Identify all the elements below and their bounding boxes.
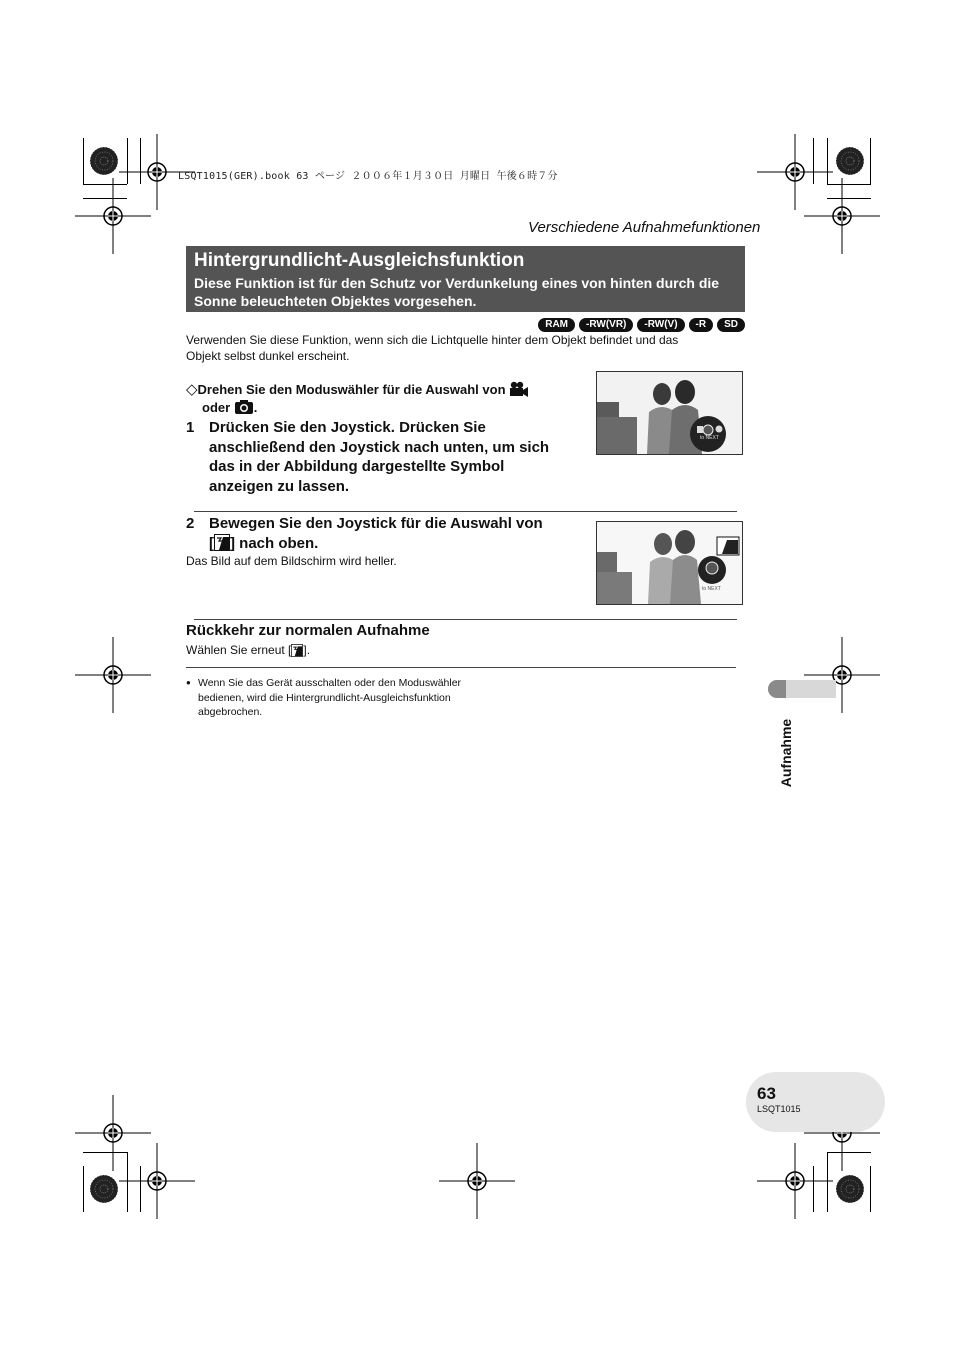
- badge-ram: RAM: [538, 318, 575, 332]
- print-header: LSQT1015(GER).book 63 ページ ２００６年１月３０日 月曜日 午後６時７分: [178, 171, 558, 182]
- screen-1-label: to NEXT: [700, 435, 719, 441]
- step-2-text-before: Bewegen Sie den Joystick für die Auswahl von: [209, 515, 543, 532]
- diamond-icon: ◇: [186, 381, 198, 398]
- return-text-after: ].: [303, 643, 311, 657]
- page-subtitle: Diese Funktion ist für den Schutz vor Verdunkelung eines von hinten durch die Sonne beleuchteten Objektes vorgesehen.: [194, 275, 720, 309]
- video-camera-icon: [509, 381, 529, 397]
- intro-text: Verwenden Sie diese Funktion, wenn sich die Lichtquelle hinter dem Objekt befindet und das Objekt selbst dunkel erscheint.: [186, 333, 679, 363]
- screen-image-2: [596, 521, 743, 605]
- prep-text-middle: oder: [202, 400, 231, 415]
- badge-rw-vr: -RW(VR): [579, 318, 633, 332]
- photo-camera-icon: [234, 399, 254, 415]
- badge-rw-v: -RW(V): [637, 318, 684, 332]
- title-box: [186, 246, 745, 312]
- step-2-text: [209, 514, 579, 553]
- step-2-result: Das Bild auf dem Bildschirm wird heller.: [186, 554, 397, 568]
- return-section-text: [186, 642, 310, 658]
- side-tab-marker: [768, 680, 786, 698]
- page-number: 63: [757, 1084, 776, 1103]
- step-2-text-after: nach oben.: [239, 534, 319, 552]
- step-2-bracket-close: ]: [230, 534, 235, 552]
- screen-2-label: to NEXT: [702, 586, 721, 592]
- divider-3: [186, 667, 736, 668]
- return-section-title: Rückkehr zur normalen Aufnahme: [186, 622, 430, 639]
- step-1-number: 1: [186, 419, 195, 436]
- page-title: Hintergrundlicht-Ausgleichsfunktion: [194, 250, 525, 271]
- screen-image-1: [596, 371, 743, 455]
- divider-2: [194, 619, 737, 620]
- backlight-icon-small: [291, 644, 303, 657]
- screen-image-1-photo: [597, 372, 742, 454]
- step-1-text: Drücken Sie den Joystick. Drücken Sie anschließend den Joystick nach unten, um sich das in der Abbildung dargestellte Symbol anzeigen zu lassen.: [209, 419, 550, 495]
- note-text: Wenn Sie das Gerät ausschalten oder den Moduswähler bedienen, wird die Hintergrundlicht-Ausgleichsfunktion abgebrochen.: [198, 677, 462, 718]
- badge-sd: SD: [717, 318, 745, 332]
- bullet-icon: ●: [186, 678, 191, 687]
- return-text-before: Wählen Sie erneut [: [186, 643, 292, 657]
- step-1: [186, 418, 576, 498]
- side-label: Aufnahme: [778, 718, 795, 788]
- prep-instruction: [186, 381, 586, 417]
- step-2-number: 2: [186, 515, 195, 532]
- running-head: Verschiedene Aufnahmefunktionen: [528, 219, 761, 236]
- divider-1: [194, 511, 737, 512]
- step-2-bracket-open: [: [209, 534, 214, 552]
- backlight-icon: [214, 534, 230, 551]
- media-badges: [538, 318, 745, 332]
- prep-text-before: Drehen Sie den Moduswähler für die Auswahl von: [197, 382, 506, 397]
- page-code: LSQT1015: [757, 1104, 801, 1114]
- prep-text-after: .: [253, 400, 258, 415]
- badge-r: -R: [689, 318, 714, 332]
